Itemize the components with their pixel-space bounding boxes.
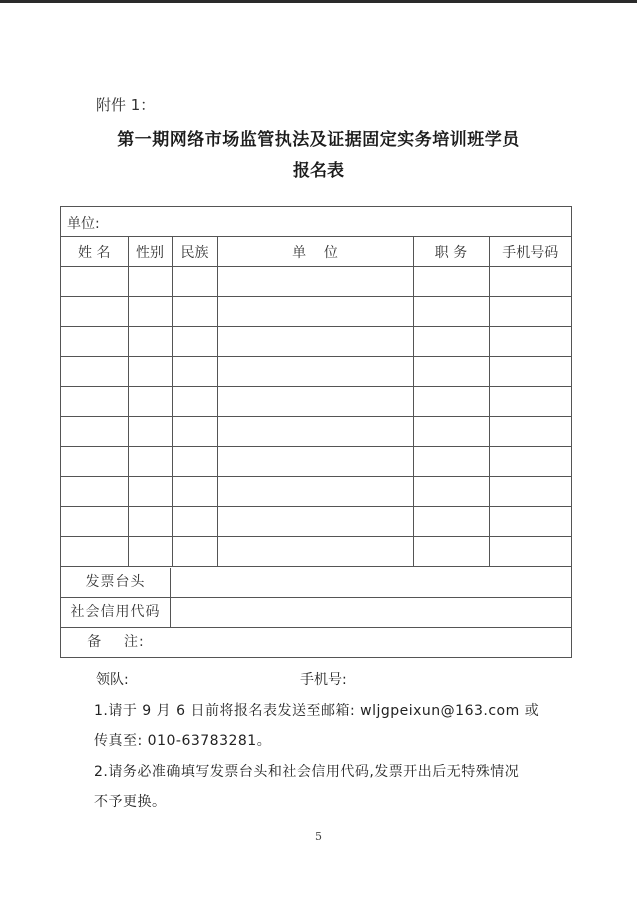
table-cell[interactable] [217, 327, 413, 357]
table-cell[interactable] [61, 417, 128, 447]
unit-label: 单位: [67, 216, 100, 232]
table-cell[interactable] [61, 387, 128, 417]
table-cell[interactable] [413, 507, 489, 537]
table-cell[interactable] [217, 387, 413, 417]
table-cell[interactable] [61, 447, 128, 477]
table-cell[interactable] [172, 447, 217, 477]
table-cell[interactable] [489, 267, 571, 297]
table-cell[interactable] [172, 357, 217, 387]
table-cell[interactable] [172, 387, 217, 417]
table-cell[interactable] [172, 327, 217, 357]
table-cell[interactable] [61, 477, 128, 507]
table-cell[interactable] [128, 357, 172, 387]
unit-row[interactable] [61, 207, 571, 237]
table-cell[interactable] [61, 537, 128, 567]
table-cell[interactable] [489, 297, 571, 327]
attachment-label: 附件 1： [96, 96, 156, 114]
table-row [61, 267, 571, 297]
table-cell[interactable] [217, 507, 413, 537]
table-cell[interactable] [489, 417, 571, 447]
table-cell[interactable] [61, 297, 128, 327]
note-1-line-2: 传真至: 010-63783281。 [94, 733, 272, 749]
table-row [61, 447, 571, 477]
table-cell[interactable] [413, 297, 489, 327]
table-row [61, 507, 571, 537]
registration-form [60, 206, 572, 658]
table-cell[interactable] [489, 357, 571, 387]
table-cell[interactable] [489, 327, 571, 357]
table-cell[interactable] [61, 267, 128, 297]
table-cell[interactable] [172, 477, 217, 507]
table-row [61, 417, 571, 447]
table-row [61, 357, 571, 387]
table-cell[interactable] [489, 387, 571, 417]
table-cell[interactable] [217, 267, 413, 297]
table-cell[interactable] [128, 297, 172, 327]
table-cell[interactable] [413, 417, 489, 447]
table-cell[interactable] [217, 297, 413, 327]
table-cell[interactable] [128, 447, 172, 477]
table-row [61, 387, 571, 417]
table-row [61, 327, 571, 357]
form-subtitle: 报名表 [293, 161, 344, 181]
table-cell[interactable] [128, 417, 172, 447]
table-cell[interactable] [172, 417, 217, 447]
attendee-table [61, 237, 571, 567]
table-cell[interactable] [413, 537, 489, 567]
table-cell[interactable] [128, 327, 172, 357]
form-title: 第一期网络市场监管执法及证据固定实务培训班学员 [117, 130, 520, 150]
table-row [61, 297, 571, 327]
table-cell[interactable] [128, 267, 172, 297]
table-cell[interactable] [172, 297, 217, 327]
table-cell[interactable] [128, 387, 172, 417]
note-1-line-1: 1.请于 9 月 6 日前将报名表发送至邮箱: wljgpeixun@163.com 或 [94, 703, 540, 719]
credit-code-label: 社会信用代码 [61, 598, 171, 627]
credit-code-row[interactable] [61, 598, 571, 628]
col-header-gender: 性别 [128, 237, 172, 267]
table-cell[interactable] [217, 447, 413, 477]
table-cell[interactable] [61, 327, 128, 357]
note-2-line-2: 不予更换。 [94, 794, 167, 810]
phone-label: 手机号: [300, 672, 347, 688]
table-cell[interactable] [217, 417, 413, 447]
col-header-position: 职 务 [413, 237, 489, 267]
table-cell[interactable] [217, 537, 413, 567]
table-cell[interactable] [413, 477, 489, 507]
col-header-phone: 手机号码 [489, 237, 571, 267]
table-cell[interactable] [413, 387, 489, 417]
table-cell[interactable] [489, 447, 571, 477]
table-row [61, 477, 571, 507]
table-cell[interactable] [217, 477, 413, 507]
table-cell[interactable] [413, 447, 489, 477]
table-cell[interactable] [128, 477, 172, 507]
table-cell[interactable] [489, 477, 571, 507]
remarks-row[interactable] [61, 628, 571, 658]
leader-label: 领队: [96, 672, 129, 688]
table-cell[interactable] [217, 357, 413, 387]
page-top-border [0, 0, 637, 3]
table-cell[interactable] [489, 537, 571, 567]
table-cell[interactable] [489, 507, 571, 537]
table-header-row [61, 237, 571, 267]
form-footer [61, 568, 571, 658]
col-header-ethnicity: 民族 [172, 237, 217, 267]
table-cell[interactable] [172, 537, 217, 567]
table-cell[interactable] [61, 507, 128, 537]
table-cell[interactable] [172, 267, 217, 297]
invoice-label: 发票台头 [61, 568, 171, 597]
table-cell[interactable] [128, 537, 172, 567]
table-cell[interactable] [172, 507, 217, 537]
invoice-row[interactable] [61, 568, 571, 598]
table-row [61, 537, 571, 567]
remarks-label: 备 注: [87, 634, 145, 650]
col-header-unit: 单 位 [217, 237, 413, 267]
table-cell[interactable] [413, 267, 489, 297]
table-cell[interactable] [61, 357, 128, 387]
col-header-name: 姓 名 [61, 237, 128, 267]
note-2-line-1: 2.请务必准确填写发票台头和社会信用代码,发票开出后无特殊情况 [94, 764, 520, 780]
table-cell[interactable] [128, 507, 172, 537]
table-cell[interactable] [413, 357, 489, 387]
page-number: 5 [315, 830, 322, 843]
table-cell[interactable] [413, 327, 489, 357]
